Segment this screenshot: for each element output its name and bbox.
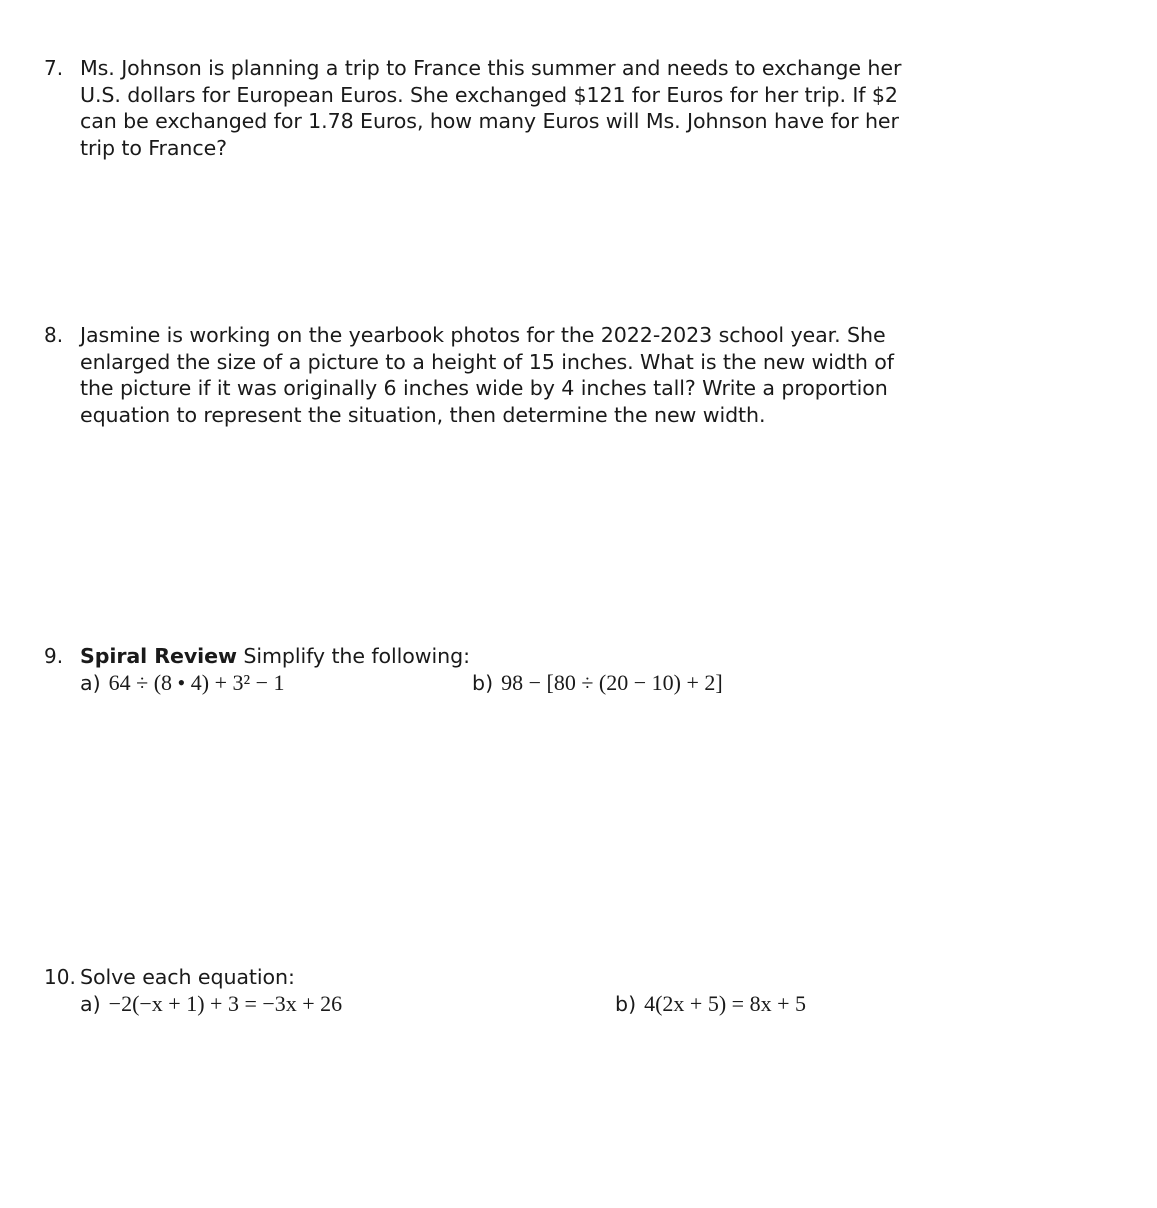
math-expression: 64 ÷ (8 • 4) + 3² − 1 <box>108 670 285 695</box>
problem-text <box>80 322 940 428</box>
part-label: b) <box>615 992 637 1016</box>
part-a <box>80 670 285 697</box>
text-line: trip to France? <box>80 135 228 160</box>
text-line: U.S. dollars for European Euros. She exchanged $121 for Euros for her trip. If $2 <box>80 82 898 107</box>
spiral-review-label: Spiral Review <box>80 644 237 668</box>
math-expression: −2(−x + 1) + 3 = −3x + 26 <box>108 991 343 1016</box>
text-line: enlarged the size of a picture to a height of 15 inches. What is the new width of <box>80 349 894 374</box>
part-b <box>472 670 723 697</box>
problem-heading: Solve each equation: <box>80 965 295 989</box>
problem-number: 10. <box>44 965 76 989</box>
text-line: Jasmine is working on the yearbook photos for the 2022-2023 school year. She <box>80 323 886 347</box>
problem-number: 9. <box>44 644 64 668</box>
part-label: a) <box>80 671 101 695</box>
text-line: the picture if it was originally 6 inches wide by 4 inches tall? Write a proportion <box>80 376 888 400</box>
part-label: b) <box>472 671 494 695</box>
text-line: equation to represent the situation, then determine the new width. <box>80 402 766 427</box>
text-line: can be exchanged for 1.78 Euros, how many Euros will Ms. Johnson have for her <box>80 109 899 133</box>
heading-instruction: Simplify the following: <box>236 644 470 668</box>
problem-number: 8. <box>44 323 64 347</box>
problem-text <box>80 55 940 161</box>
text-line: Ms. Johnson is planning a trip to France this summer and needs to exchange her <box>80 56 902 80</box>
problem-heading <box>80 643 940 670</box>
part-label: a) <box>80 992 101 1016</box>
part-b <box>615 991 806 1018</box>
part-a <box>80 991 342 1018</box>
math-expression: 98 − [80 ÷ (20 − 10) + 2] <box>501 670 723 695</box>
problem-number: 7. <box>44 56 64 80</box>
math-expression: 4(2x + 5) = 8x + 5 <box>644 991 806 1016</box>
